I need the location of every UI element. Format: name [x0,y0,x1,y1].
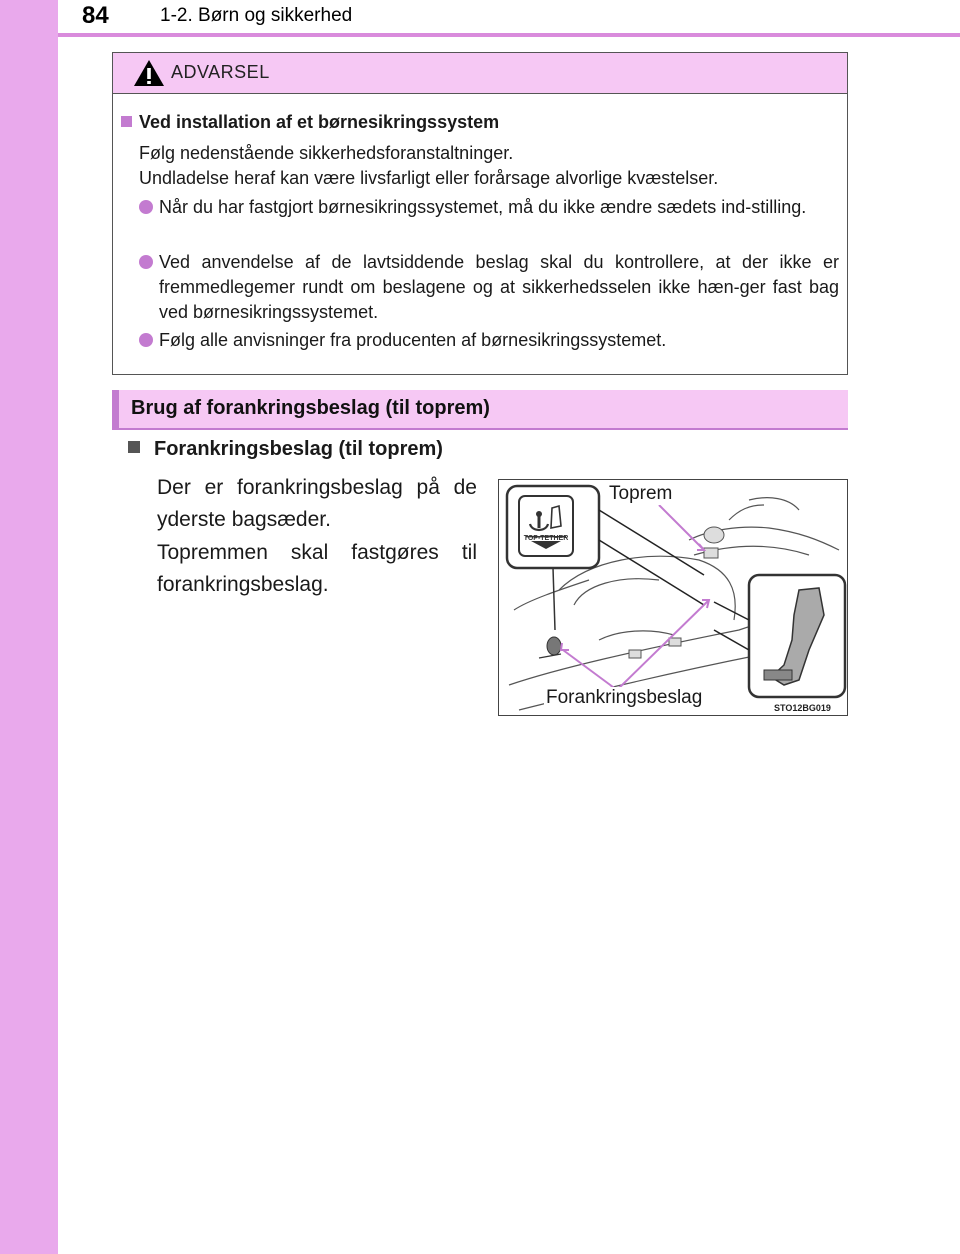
tether-anchor-illustration [498,479,848,716]
figure-code: STO12BG019 [774,703,831,713]
warning-bullet [139,250,839,325]
header-divider [58,33,960,37]
warning-heading [121,112,499,133]
warning-header [113,53,847,94]
square-bullet-icon [128,441,140,453]
warning-box [112,52,848,375]
side-margin-band [0,0,58,1254]
warning-bullet-text: Når du har fastgjort børnesikringssystemet, må du ikke ændre sædets ind-stilling. [159,197,807,217]
chapter-title: 1-2. Børn og sikkerhed [160,5,353,26]
warning-bullet-text: Ved anvendelse af de lavtsiddende beslag skal du kontrollere, at der ikke er fremmedlegemer rundt om beslagene og at sikkerhedsselen ikke hæn-ger fast bag ved børnesikringssystemet. [159,252,839,322]
badge-text: TOP-TETHER [523,535,569,542]
warning-bullet [139,328,839,353]
page-number: 84 [82,2,109,29]
seat-anchor-drawing [499,480,848,716]
section-title-bar [112,390,848,428]
warning-triangle-icon [133,58,165,88]
body-paragraph: Topremmen skal fastgøres til forankringsbeslag. [157,541,477,596]
round-bullet-icon [139,255,153,269]
body-paragraph: Der er forankringsbeslag på de yderste bagsæder. [157,476,477,531]
warning-label: ADVARSEL [171,62,270,82]
warning-intro-line: Følg nedenstående sikkerhedsforanstaltninger. [139,143,514,163]
section-underline [112,428,848,430]
warning-intro [139,141,839,191]
square-bullet-icon [121,116,132,127]
anchor-label: Forankringsbeslag [546,687,703,708]
warning-heading-text: Ved installation af et børnesikringssystem [139,112,500,132]
toprem-label: Toprem [609,483,673,504]
round-bullet-icon [139,200,153,214]
subheading [128,438,443,461]
warning-bullet [139,195,839,220]
round-bullet-icon [139,333,153,347]
section-title: Brug af forankringsbeslag (til toprem) [131,397,490,419]
warning-intro-line: Undladelse heraf kan være livsfarligt eller forårsage alvorlige kvæstelser. [139,168,719,188]
subheading-text: Forankringsbeslag (til toprem) [154,438,443,460]
warning-bullet-text: Følg alle anvisninger fra producenten af børnesikringssystemet. [159,330,667,350]
